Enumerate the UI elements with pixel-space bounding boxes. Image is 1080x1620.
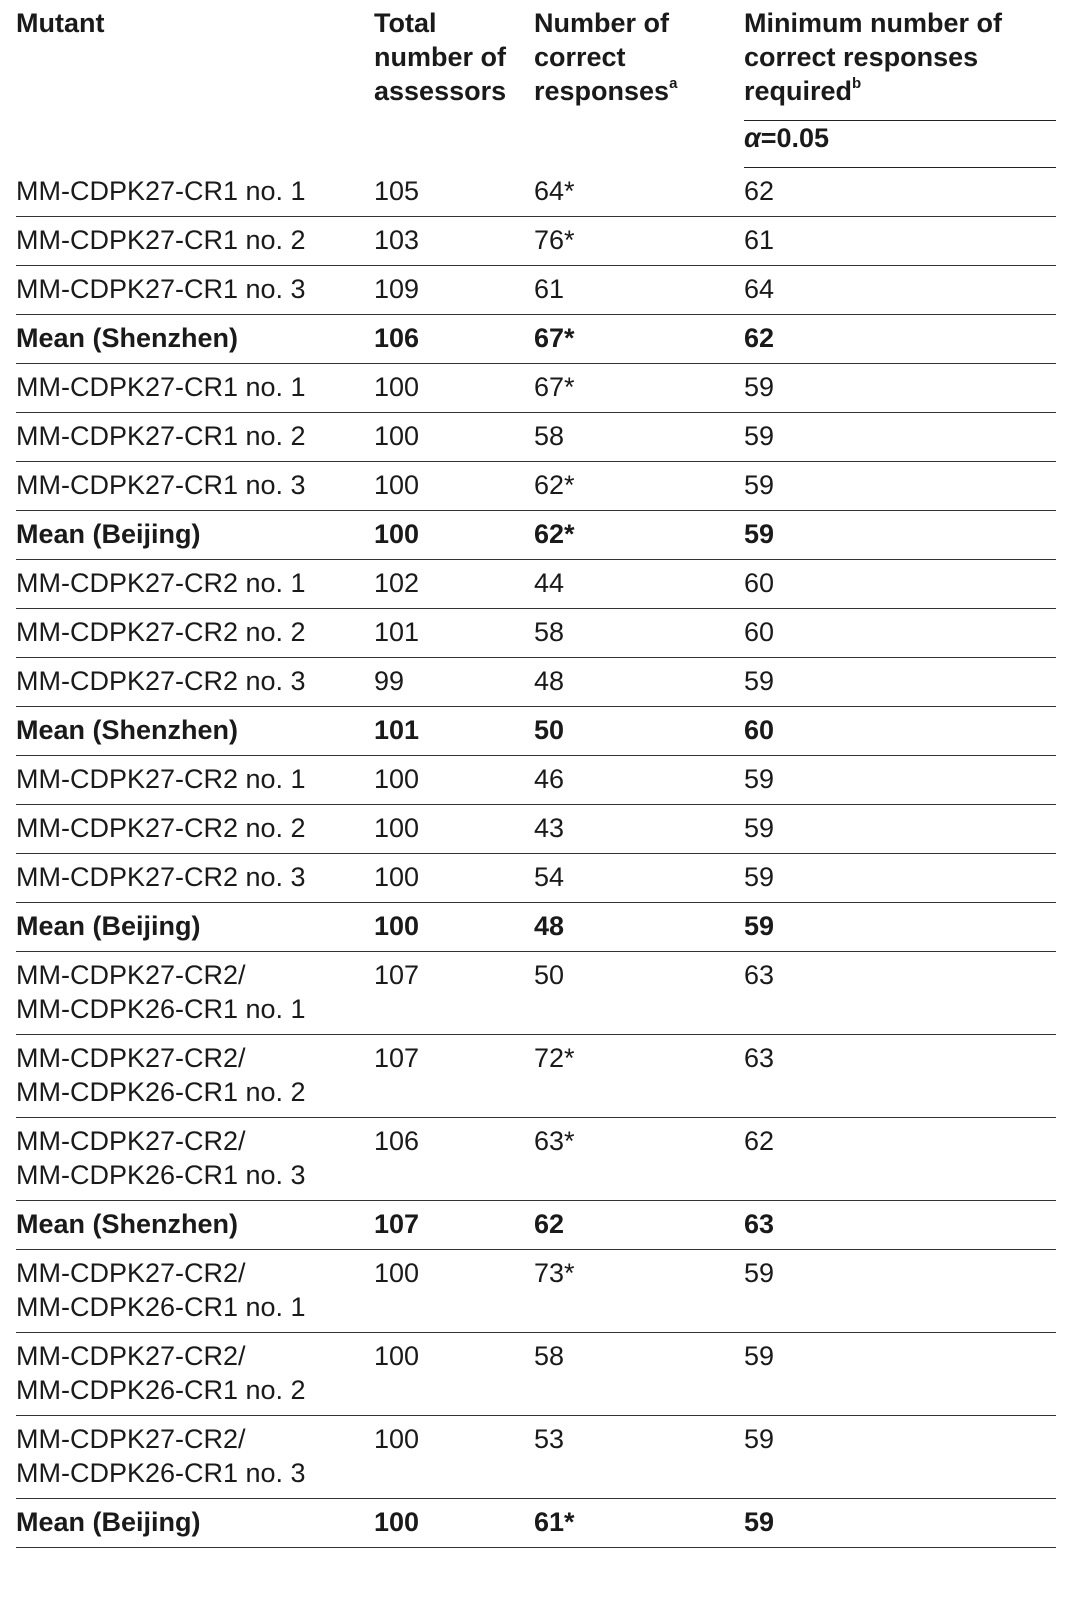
mutant-name-line: MM-CDPK27-CR2/ (16, 1341, 246, 1371)
cell-correct-responses: 50 (534, 952, 744, 1035)
table-row (16, 413, 1056, 462)
cell-mutant (16, 658, 374, 707)
cell-correct-responses: 63* (534, 1118, 744, 1201)
cell-minimum-required: 59 (744, 462, 1056, 511)
cell-mutant (16, 756, 374, 805)
cell-total-assessors: 100 (374, 1416, 534, 1499)
cell-minimum-required: 59 (744, 903, 1056, 952)
cell-total-assessors: 107 (374, 1201, 534, 1250)
header-minimum (744, 0, 1056, 121)
cell-mutant (16, 1333, 374, 1416)
cell-correct-responses: 58 (534, 609, 744, 658)
cell-total-assessors: 106 (374, 1118, 534, 1201)
mean-row (16, 1499, 1056, 1548)
cell-correct-responses: 62* (534, 462, 744, 511)
cell-mutant (16, 364, 374, 413)
mutant-name-line: MM-CDPK27-CR2 no. 3 (16, 666, 306, 696)
cell-mutant (16, 315, 374, 364)
cell-correct-responses: 48 (534, 658, 744, 707)
header-correct-line-with-footnote (534, 74, 744, 108)
cell-minimum-required: 62 (744, 1118, 1056, 1201)
cell-minimum-required: 59 (744, 1416, 1056, 1499)
mutant-name-line: Mean (Beijing) (16, 519, 201, 549)
header-total-line: Total (374, 8, 437, 38)
mutant-name-line: MM-CDPK27-CR2 no. 3 (16, 862, 306, 892)
mutant-name-line: Mean (Beijing) (16, 1507, 201, 1537)
cell-total-assessors: 107 (374, 952, 534, 1035)
cell-correct-responses: 67* (534, 315, 744, 364)
table-row (16, 1250, 1056, 1333)
cell-total-assessors: 105 (374, 168, 534, 217)
cell-minimum-required: 59 (744, 658, 1056, 707)
mutant-name-line: Mean (Shenzhen) (16, 715, 239, 745)
table-row (16, 805, 1056, 854)
mean-row (16, 315, 1056, 364)
cell-total-assessors: 109 (374, 266, 534, 315)
cell-total-assessors: 100 (374, 756, 534, 805)
table-row (16, 560, 1056, 609)
cell-mutant (16, 854, 374, 903)
mean-row (16, 1201, 1056, 1250)
cell-total-assessors: 102 (374, 560, 534, 609)
table-header (16, 0, 1056, 168)
cell-correct-responses: 44 (534, 560, 744, 609)
mutant-name-line: MM-CDPK27-CR1 no. 3 (16, 274, 306, 304)
mutant-name-line: MM-CDPK27-CR2/ (16, 1424, 246, 1454)
cell-correct-responses: 46 (534, 756, 744, 805)
cell-total-assessors: 106 (374, 315, 534, 364)
cell-correct-responses: 76* (534, 217, 744, 266)
header-minimum-line: required (744, 76, 853, 106)
header-mutant-label: Mutant (16, 8, 105, 38)
cell-minimum-required: 64 (744, 266, 1056, 315)
table-row (16, 266, 1056, 315)
cell-total-assessors: 100 (374, 413, 534, 462)
table-row (16, 854, 1056, 903)
alpha-value: =0.05 (760, 123, 830, 153)
cell-total-assessors: 100 (374, 854, 534, 903)
cell-total-assessors: 100 (374, 511, 534, 560)
cell-total-assessors: 103 (374, 217, 534, 266)
cell-minimum-required: 59 (744, 805, 1056, 854)
cell-total-assessors: 101 (374, 707, 534, 756)
header-minimum-line: correct responses (744, 42, 979, 72)
table-row (16, 168, 1056, 217)
cell-total-assessors: 100 (374, 1333, 534, 1416)
cell-mutant (16, 903, 374, 952)
mutant-name-line: MM-CDPK26-CR1 no. 1 (16, 1292, 306, 1322)
cell-correct-responses: 43 (534, 805, 744, 854)
results-table (16, 0, 1056, 1548)
header-correct-line: correct (534, 42, 626, 72)
mutant-name-line: MM-CDPK27-CR2/ (16, 960, 246, 990)
cell-mutant (16, 707, 374, 756)
mutant-name-line: MM-CDPK27-CR2/ (16, 1043, 246, 1073)
cell-correct-responses: 58 (534, 413, 744, 462)
mutant-name-line: Mean (Shenzhen) (16, 1209, 239, 1239)
cell-minimum-required: 59 (744, 854, 1056, 903)
mutant-name-line: MM-CDPK27-CR2/ (16, 1126, 246, 1156)
cell-mutant (16, 413, 374, 462)
mutant-name-line: MM-CDPK27-CR1 no. 1 (16, 175, 306, 206)
cell-total-assessors: 99 (374, 658, 534, 707)
cell-minimum-required: 63 (744, 1201, 1056, 1250)
cell-correct-responses: 53 (534, 1416, 744, 1499)
header-correct-line: responses (534, 76, 670, 106)
table-row (16, 1118, 1056, 1201)
cell-mutant (16, 560, 374, 609)
cell-minimum-required: 63 (744, 952, 1056, 1035)
header-correct (534, 0, 744, 168)
table-row (16, 952, 1056, 1035)
cell-minimum-required: 59 (744, 413, 1056, 462)
cell-mutant (16, 1035, 374, 1118)
cell-mutant (16, 805, 374, 854)
cell-correct-responses: 50 (534, 707, 744, 756)
cell-total-assessors: 100 (374, 462, 534, 511)
cell-minimum-required: 63 (744, 1035, 1056, 1118)
table-row (16, 462, 1056, 511)
mutant-name-line: MM-CDPK26-CR1 no. 2 (16, 1077, 306, 1107)
mutant-name-line: MM-CDPK27-CR1 no. 1 (16, 372, 306, 402)
cell-correct-responses: 48 (534, 903, 744, 952)
cell-correct-responses: 62 (534, 1201, 744, 1250)
cell-minimum-required: 62 (744, 315, 1056, 364)
cell-mutant (16, 1201, 374, 1250)
table-row (16, 609, 1056, 658)
cell-minimum-required: 60 (744, 609, 1056, 658)
cell-correct-responses: 58 (534, 1333, 744, 1416)
table-row (16, 217, 1056, 266)
header-total-line: number of (374, 42, 506, 72)
footnote-marker-a: a (669, 75, 678, 92)
alpha-symbol: α (744, 123, 761, 153)
mutant-name-line: Mean (Shenzhen) (16, 323, 239, 353)
mean-row (16, 707, 1056, 756)
cell-minimum-required: 59 (744, 364, 1056, 413)
cell-correct-responses: 62* (534, 511, 744, 560)
header-correct-line: Number of (534, 8, 669, 38)
mutant-name-line: MM-CDPK27-CR2 no. 2 (16, 617, 306, 647)
cell-mutant (16, 511, 374, 560)
cell-minimum-required: 59 (744, 511, 1056, 560)
table-row (16, 1416, 1056, 1499)
header-minimum-line-with-footnote (744, 74, 1056, 108)
cell-minimum-required: 59 (744, 1250, 1056, 1333)
header-total (374, 0, 534, 168)
cell-mutant (16, 266, 374, 315)
cell-mutant (16, 1499, 374, 1548)
mutant-name-line: MM-CDPK26-CR1 no. 2 (16, 1375, 306, 1405)
cell-minimum-required: 59 (744, 756, 1056, 805)
cell-mutant (16, 462, 374, 511)
mutant-name-line: Mean (Beijing) (16, 911, 201, 941)
mutant-name-line: MM-CDPK27-CR2/ (16, 1258, 246, 1288)
cell-total-assessors: 100 (374, 1499, 534, 1548)
cell-correct-responses: 54 (534, 854, 744, 903)
header-total-line: assessors (374, 76, 507, 106)
cell-correct-responses: 61 (534, 266, 744, 315)
footnote-marker-b: b (852, 75, 862, 92)
cell-mutant (16, 1118, 374, 1201)
cell-mutant (16, 952, 374, 1035)
table-row (16, 1035, 1056, 1118)
table-row (16, 756, 1056, 805)
mutant-name-line: MM-CDPK27-CR1 no. 2 (16, 421, 306, 451)
cell-mutant (16, 217, 374, 266)
cell-mutant (16, 168, 374, 217)
header-alpha (744, 121, 1056, 168)
header-mutant (16, 0, 374, 168)
header-minimum-line: Minimum number of (744, 8, 1002, 38)
cell-minimum-required: 59 (744, 1499, 1056, 1548)
mutant-name-line: MM-CDPK27-CR2 no. 2 (16, 813, 306, 843)
table-row (16, 658, 1056, 707)
table-row (16, 1333, 1056, 1416)
cell-minimum-required: 62 (744, 168, 1056, 217)
cell-total-assessors: 100 (374, 805, 534, 854)
cell-correct-responses: 67* (534, 364, 744, 413)
cell-correct-responses: 72* (534, 1035, 744, 1118)
cell-correct-responses: 61* (534, 1499, 744, 1548)
mutant-name-line: MM-CDPK27-CR1 no. 3 (16, 470, 306, 500)
cell-mutant (16, 1416, 374, 1499)
mean-row (16, 903, 1056, 952)
cell-mutant (16, 1250, 374, 1333)
mutant-name-line: MM-CDPK27-CR2 no. 1 (16, 568, 306, 598)
cell-total-assessors: 100 (374, 903, 534, 952)
cell-total-assessors: 107 (374, 1035, 534, 1118)
cell-total-assessors: 100 (374, 1250, 534, 1333)
mutant-name-line: MM-CDPK27-CR1 no. 2 (16, 225, 306, 255)
results-table-container (16, 0, 1056, 1548)
table-body (16, 168, 1056, 1548)
mutant-name-line: MM-CDPK26-CR1 no. 3 (16, 1160, 306, 1190)
cell-correct-responses: 73* (534, 1250, 744, 1333)
mutant-name-line: MM-CDPK27-CR2 no. 1 (16, 764, 306, 794)
cell-minimum-required: 60 (744, 707, 1056, 756)
cell-minimum-required: 59 (744, 1333, 1056, 1416)
cell-total-assessors: 100 (374, 364, 534, 413)
cell-minimum-required: 60 (744, 560, 1056, 609)
cell-total-assessors: 101 (374, 609, 534, 658)
mutant-name-line: MM-CDPK26-CR1 no. 1 (16, 994, 306, 1024)
mean-row (16, 511, 1056, 560)
table-row (16, 364, 1056, 413)
cell-minimum-required: 61 (744, 217, 1056, 266)
mutant-name-line: MM-CDPK26-CR1 no. 3 (16, 1458, 306, 1488)
cell-correct-responses: 64* (534, 168, 744, 217)
cell-mutant (16, 609, 374, 658)
